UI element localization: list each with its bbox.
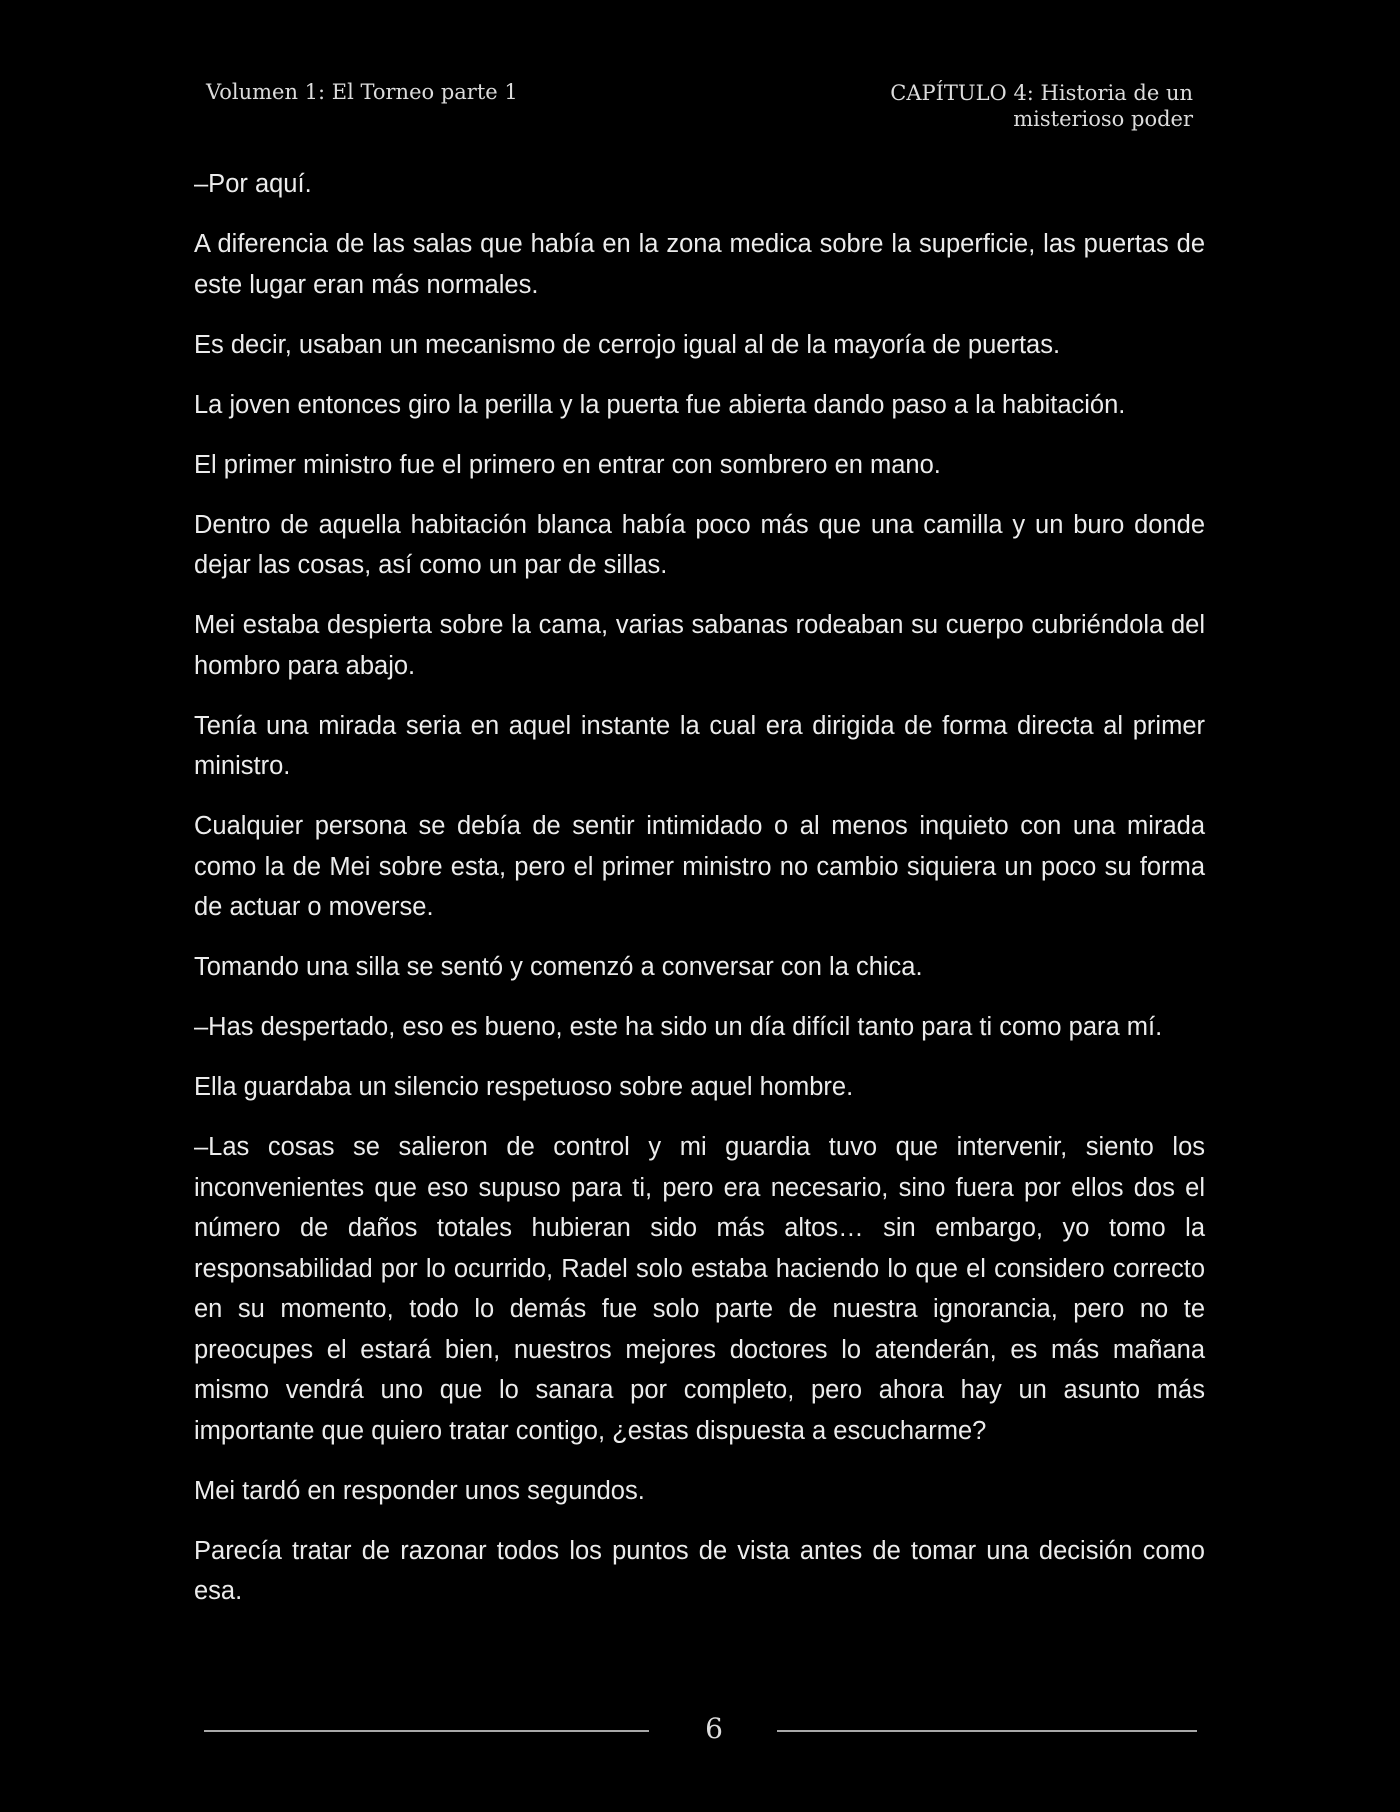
footer-rule-right	[777, 1730, 1197, 1732]
paragraph: La joven entonces giro la perilla y la puerta fue abierta dando paso a la habitación.	[194, 390, 1126, 419]
chapter-title-line-1: CAPÍTULO 4: Historia de un	[890, 81, 1193, 105]
paragraph: Ella guardaba un silencio respetuoso sobre aquel hombre.	[194, 1073, 854, 1101]
chapter-title-line-2: misterioso poder	[1013, 107, 1193, 131]
paragraph: Tenía una mirada seria en aquel instante la cual era dirigida de forma directa al primer ministro.	[194, 711, 1205, 780]
paragraph: Parecía tratar de razonar todos los puntos de vista antes de tomar una decisión como esa.	[194, 1536, 1205, 1605]
paragraph: –Has despertado, eso es bueno, este ha sido un día difícil tanto para ti como para mí.	[194, 1013, 1163, 1041]
body-text	[194, 164, 1205, 1631]
paragraph: Dentro de aquella habitación blanca había poco más que una camilla y un buro donde dejar las cosas, así como un par de sillas.	[194, 510, 1205, 579]
page-number: 6	[705, 1712, 723, 1745]
paragraph: A diferencia de las salas que había en la zona medica sobre la superficie, las puertas de este lugar eran más normales.	[194, 230, 1205, 299]
paragraph: –Las cosas se salieron de control y mi guardia tuvo que intervenir, siento los inconvenientes que eso supuso para ti, pero era necesario, sino fuera por ellos dos el número de daños totales hubieran sido más altos… sin embargo, yo tomo la responsabilidad por lo ocurrido, Radel solo estaba haciendo lo que el considero correcto en su momento, todo lo demás fue solo parte de nuestra ignorancia, pero no te preocupes el estará bien, nuestros mejores doctores lo atenderán, es más mañana mismo vendrá uno que lo sanara por completo, pero ahora hay un asunto más importante que quiero tratar contigo, ¿estas dispuesta a escucharme?	[194, 1133, 1205, 1445]
paragraph: El primer ministro fue el primero en entrar con sombrero en mano.	[194, 450, 941, 479]
paragraph: Tomando una silla se sentó y comenzó a conversar con la chica.	[194, 953, 923, 981]
paragraph: Mei tardó en responder unos segundos.	[194, 1476, 645, 1505]
paragraph: Cualquier persona se debía de sentir intimidado o al menos inquieto con una mirada como la de Mei sobre esta, pero el primer ministro no cambio siquiera un poco su forma de actuar o moverse.	[194, 812, 1205, 921]
paragraph: –Por aquí.	[194, 170, 312, 198]
running-header-volume: Volumen 1: El Torneo parte 1	[206, 80, 518, 104]
paragraph: Es decir, usaban un mecanismo de cerrojo igual al de la mayoría de puertas.	[194, 330, 1061, 359]
footer-rule-left	[204, 1730, 649, 1732]
paragraph: Mei estaba despierta sobre la cama, varias sabanas rodeaban su cuerpo cubriéndola del hombro para abajo.	[194, 611, 1205, 680]
running-header-chapter	[773, 80, 1193, 132]
page-footer	[204, 1712, 1197, 1752]
